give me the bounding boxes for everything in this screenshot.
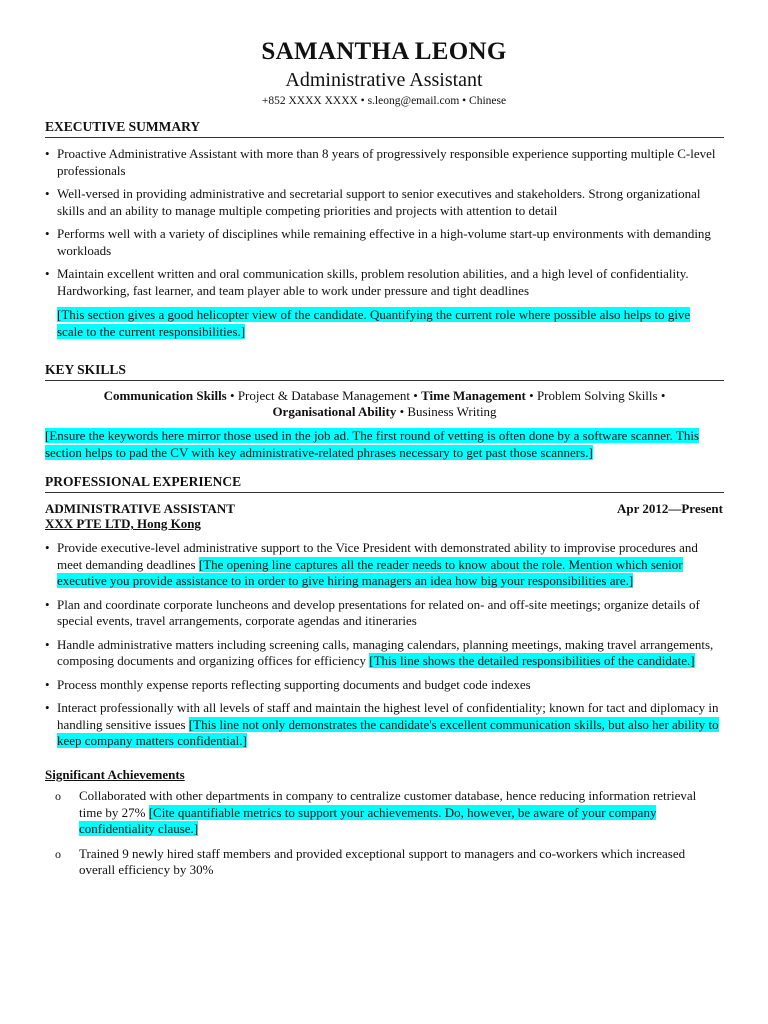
- highlighted-note: [Ensure the keywords here mirror those used in the job ad. The first round of vetting is often done by a software scanner. This section helps to pad the CV with key administrative-related phrases necessary to get past those scanners.]: [45, 428, 700, 460]
- highlighted-note: [Cite quantifiable metrics to support your achievements. Do, however, be aware of your company confidentiality clause.]: [79, 804, 657, 836]
- list-item: [55, 788, 715, 838]
- skill-separator: •: [226, 388, 238, 403]
- bullet-text: Maintain excellent written and oral communication skills, problem resolution abilities, and a high level of confidentiality. Hardworking, fast learner, and team player able to work under pressure and tight deadlines: [57, 266, 689, 298]
- bullet-text: Process monthly expense reports reflecting supporting documents and budget code indexes: [57, 676, 531, 692]
- skill: Organisational Ability: [272, 404, 397, 419]
- job-title: ADMINISTRATIVE ASSISTANT: [45, 501, 235, 516]
- contact-line: +852 XXXX XXXX • s.leong@email.com • Chinese: [261, 95, 507, 107]
- bullet-text: Performs well with a variety of disciplines while remaining effective in a high-volume start-up environments with demanding workloads: [57, 226, 711, 258]
- section-heading-key-skills: KEY SKILLS: [45, 362, 724, 381]
- achievement-text: Collaborated with other departments in company to centralize customer database, hence reducing information retrieval time by 27%: [79, 788, 697, 820]
- skill: Communication Skills: [103, 388, 227, 403]
- skill-separator: •: [657, 388, 666, 403]
- list-item: [45, 540, 725, 590]
- achievements-list: [55, 788, 715, 887]
- list-item: [45, 226, 725, 259]
- skill-separator: •: [410, 388, 422, 403]
- list-item: [45, 186, 725, 219]
- bullet-text: Proactive Administrative Assistant with more than 8 years of progressively responsible experience supporting multiple C-level professionals: [57, 146, 716, 178]
- experience-list: [45, 540, 725, 757]
- list-item: [45, 597, 725, 630]
- bullet-text: Well-versed in providing administrative and secretarial support to senior executives and stakeholders. Strong organizational skills and an ability to manage multiple competing priorities and projects with attention to detail: [57, 186, 701, 218]
- bullet-text: Provide executive-level administrative support to the Vice President with demonstrated ability to improvise procedures and meet demanding deadlines: [57, 540, 698, 572]
- bullet-text: Plan and coordinate corporate luncheons and develop presentations for related on- and off-site meetings; organize details of special events, travel arrangements, corporate agendas and itineraries: [57, 596, 700, 628]
- advice-note: [57, 307, 717, 340]
- section-heading-executive-summary: EXECUTIVE SUMMARY: [45, 119, 724, 138]
- candidate-name: SAMANTHA LEONG: [261, 38, 507, 65]
- list-item: [45, 677, 725, 694]
- list-item: [45, 266, 725, 299]
- list-item: [45, 637, 725, 670]
- skill-separator: •: [525, 388, 537, 403]
- company-name: XXX PTE LTD, Hong Kong: [45, 516, 201, 531]
- skill: Problem Solving Skills: [536, 388, 658, 403]
- list-item: [45, 146, 725, 179]
- skill: Business Writing: [407, 404, 497, 419]
- bullet-text: Handle administrative matters including screening calls, managing calendars, planning meetings, making travel arrangements, composing documents and organizing offices for efficiency: [57, 636, 714, 668]
- skill: Time Management: [421, 388, 526, 403]
- achievement-text: Trained 9 newly hired staff members and provided exceptional support to managers and co-workers which increased overall efficiency by 30%: [79, 845, 686, 877]
- achievements-heading: Significant Achievements: [45, 767, 185, 782]
- highlighted-note: [This section gives a good helicopter view of the candidate. Quantifying the current role where possible also helps to give scale to the current responsibilities.]: [57, 307, 691, 339]
- highlighted-note: [The opening line captures all the reader needs to know about the role. Mention which senior executive you provide assistance to in order to give hiring managers an idea how big your responsibilities are.]: [57, 556, 683, 588]
- candidate-role: Administrative Assistant: [285, 69, 483, 91]
- skill-separator: •: [396, 404, 408, 419]
- job-dates: Apr 2012—Present: [616, 501, 723, 516]
- list-item: [55, 846, 715, 879]
- highlighted-note: [This line not only demonstrates the candidate's excellent communication skills, but also her ability to keep company matters confidential.]: [57, 716, 719, 748]
- skills-line: [45, 388, 724, 404]
- bullet-text: Interact professionally with all levels of staff and maintain the highest level of confidentiality; known for tact and diplomacy in handling sensitive issues: [57, 700, 719, 732]
- skills-line: [45, 404, 724, 420]
- skill: Project & Database Management: [237, 388, 410, 403]
- executive-summary-list: [45, 146, 725, 306]
- advice-note: [45, 428, 717, 461]
- list-item: [45, 700, 725, 750]
- section-heading-experience: PROFESSIONAL EXPERIENCE: [45, 474, 724, 493]
- highlighted-note: [This line shows the detailed responsibilities of the candidate.]: [369, 653, 695, 668]
